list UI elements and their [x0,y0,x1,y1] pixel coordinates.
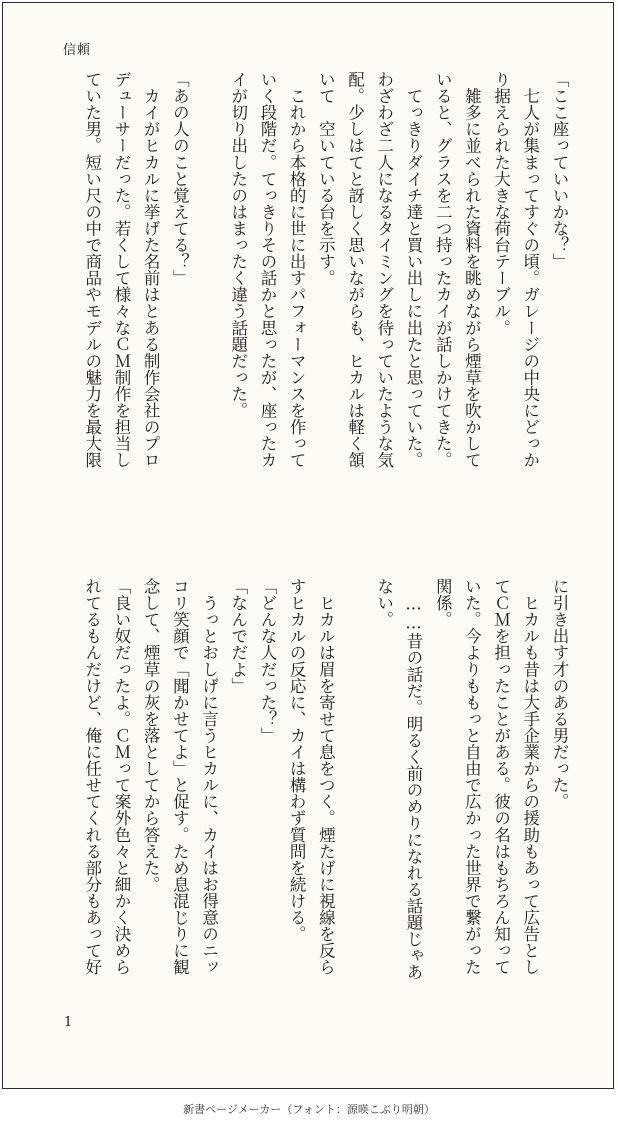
lower-column-line: 「どんな人だった？」 [257,578,277,744]
footer-credit: 新書ページメーカー（フォント：源暎こぶり明朝） [183,1103,435,1116]
page-title: 信頼 [63,43,92,58]
upper-column-line: いると、グラスを二つ持ったカイが話しかけてきた。 [433,71,453,469]
lower-column-line [340,578,369,1046]
upper-column-line: いく段階だ。てっきりその話かと思ったが、座ったカ [257,71,277,469]
book-page [2,2,614,1089]
lower-column-line: てＣＭを担ったことがある。彼の名はもちろん知って [491,578,511,976]
lower-column-line: 「良い奴だったよ。ＣＭって案外色々と細かく決めら [111,578,131,976]
upper-column-line: 「あの人のこと覚えてる？」 [170,71,190,287]
upper-column-line: わざわざ二人になるタイミングを待っていたような気 [374,71,394,469]
lower-column-line: ……昔の話だ。明るく前のめりになれる話題じゃあ [403,578,423,981]
upper-column-line: いて 空いている台を示す。 [316,71,336,287]
lower-column-line: に引き出す才のある男だった。 [550,578,569,810]
upper-column-line: 七人が集まってすぐの頃。ガレージの中央にどっか [520,71,540,469]
lower-column-line: コリ笑顔で「聞かせてよ」と促す。ため息混じりに観 [170,578,190,976]
upper-column-line: 雑多に並べられた資料を眺めながら煙草を吹かして [462,71,482,469]
lower-column-line: 念して、煙草の灰を落としてから答えた。 [141,578,161,893]
upper-text-block [34,71,574,539]
lower-column-line: すヒカルの反応に、カイは構わず質問を続ける。 [287,578,307,943]
lower-column-line: 関係。 [433,578,453,628]
lower-column-line: ない。 [374,578,394,628]
lower-text-block [34,578,574,1046]
page-number: 1 [64,1015,73,1030]
upper-column-line: り据えられた大きな荷台テーブル。 [491,71,511,336]
upper-column-line: イが切り出したのはまったく違う話題だった。 [228,71,248,419]
lower-column-line: 「なんでだよ」 [228,578,248,694]
upper-column-line: これから本格的に世に出すパフォーマンスを作って [287,71,307,469]
lower-column-line: いた。今よりももっと自由で広かった世界で繋がった [462,578,482,976]
lower-column-line: ヒカルは眉を寄せて息をつく。煙たげに視線を反ら [316,578,336,976]
upper-column-line: デューサーだった。若くして様々なＣＭ制作を担当し [111,71,131,469]
upper-column-line: カイがヒカルに挙げた名前はとある制作会社のプロ [141,71,161,469]
upper-column-line [194,71,223,539]
upper-column-line: てっきりダイチ達と買い出しに出たと思っていた。 [403,71,423,469]
lower-column-line: うっとおしげに言うヒカルに、カイはお得意のニッ [199,578,219,976]
upper-column-line: ていた男。短い尺の中で商品やモデルの魅力を最大限 [82,71,102,469]
upper-column-line: 「ここ座っていいかな？」 [550,71,569,270]
upper-column-line: 配。少しはてと訝しく思いながらも、ヒカルは軽く頷 [345,71,365,469]
lower-column-line: ヒカルも昔は大手企業からの援助もあって広告とし [520,578,540,976]
lower-column-line: れてるもんだけど、俺に任せてくれる部分もあって好 [82,578,102,976]
